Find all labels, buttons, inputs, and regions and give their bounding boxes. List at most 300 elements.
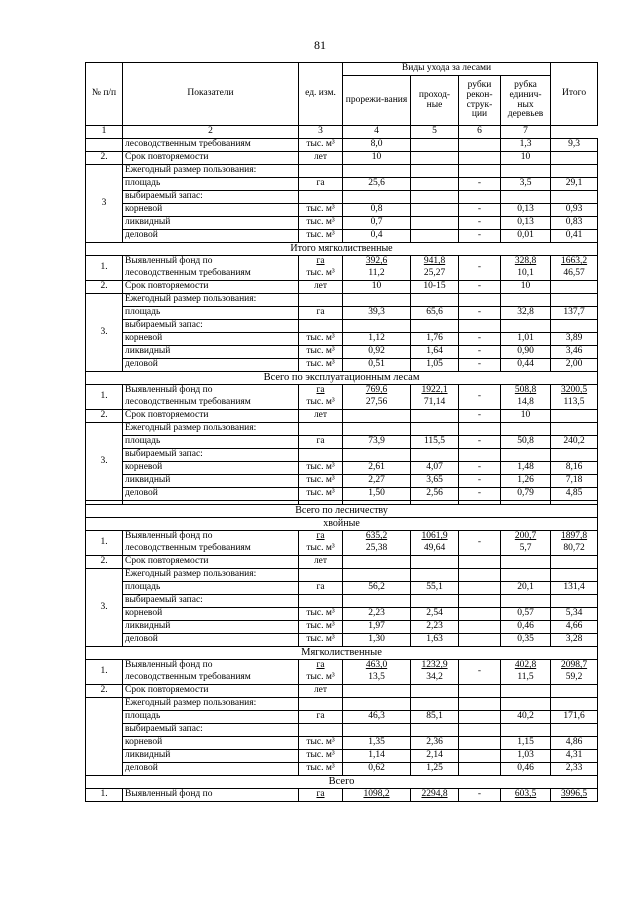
row-number: 2.: [86, 685, 123, 698]
table-row: [86, 556, 598, 569]
colnum: 3: [299, 126, 343, 139]
section-title: Итого мягколиственные: [86, 243, 598, 256]
value-cell: -: [459, 281, 501, 294]
table-row: [86, 204, 598, 217]
section-title: Всего по эксплуатационным лесам: [86, 372, 598, 385]
col-header-recon: рубки рекон-струк-ции: [459, 76, 501, 126]
row-label: ликвидный: [123, 475, 299, 488]
value-cell: 29,1: [551, 178, 598, 191]
table-row: [86, 660, 598, 673]
value-cell: 3,65: [411, 475, 459, 488]
value-cell: 1897,8: [551, 531, 598, 544]
value-cell: 0,79: [501, 488, 551, 501]
table-row: [86, 359, 598, 372]
row-number: 3.: [86, 569, 123, 647]
value-cell: 1098,2: [343, 789, 411, 802]
value-cell: 2,23: [411, 621, 459, 634]
row-label: деловой: [123, 359, 299, 372]
row-number: 2.: [86, 556, 123, 569]
value-cell: 2,14: [411, 750, 459, 763]
unit-cell: лет: [299, 685, 343, 698]
value-cell: [459, 737, 501, 750]
row-number: 3.: [86, 423, 123, 501]
table-row: [86, 488, 598, 501]
colnum: 4: [343, 126, 411, 139]
value-cell: 1,63: [411, 634, 459, 647]
value-cell: 0,93: [551, 204, 598, 217]
value-cell: -: [459, 256, 501, 281]
row-label: ликвидный: [123, 621, 299, 634]
value-cell: 25,27: [411, 268, 459, 281]
value-cell: 1922,1: [411, 385, 459, 398]
section-row: [86, 505, 598, 518]
row-label: площадь: [123, 307, 299, 320]
value-cell: -: [459, 333, 501, 346]
value-cell: 85,1: [411, 711, 459, 724]
row-label: Срок повторяемости: [123, 152, 299, 165]
row-number: 2.: [86, 281, 123, 294]
value-cell: -: [459, 307, 501, 320]
value-cell: 0,92: [343, 346, 411, 359]
row-label: деловой: [123, 763, 299, 776]
table-row: [86, 475, 598, 488]
value-cell: 1,05: [411, 359, 459, 372]
value-cell: 2,27: [343, 475, 411, 488]
value-cell: 5,34: [551, 608, 598, 621]
value-cell: -: [459, 462, 501, 475]
value-cell: 113,5: [551, 397, 598, 410]
value-cell: 46,3: [343, 711, 411, 724]
value-cell: 2,56: [411, 488, 459, 501]
value-cell: 769,6: [343, 385, 411, 398]
table-row: [86, 294, 598, 307]
page-number: 81: [314, 38, 326, 52]
value-cell: 603,5: [501, 789, 551, 802]
row-label: Ежегодный размер пользования:: [123, 569, 299, 582]
value-cell: [459, 763, 501, 776]
table-row: [86, 333, 598, 346]
colnum: 1: [86, 126, 123, 139]
value-cell: 32,8: [501, 307, 551, 320]
value-cell: [551, 152, 598, 165]
value-cell: -: [459, 531, 501, 556]
value-cell: 10: [343, 152, 411, 165]
unit-cell: га: [299, 385, 343, 398]
row-label: Ежегодный размер пользования:: [123, 698, 299, 711]
table-row: [86, 449, 598, 462]
value-cell: 941,8: [411, 256, 459, 269]
row-label: выбираемый запас:: [123, 449, 299, 462]
value-cell: 2,00: [551, 359, 598, 372]
value-cell: [411, 410, 459, 423]
value-cell: 8,16: [551, 462, 598, 475]
value-cell: 392,6: [343, 256, 411, 269]
table-row: [86, 230, 598, 243]
table-row: [86, 385, 598, 398]
value-cell: 10: [501, 281, 551, 294]
row-label: лесоводственным требованиям: [123, 139, 299, 152]
value-cell: 73,9: [343, 436, 411, 449]
value-cell: 10: [501, 410, 551, 423]
value-cell: 0,13: [501, 204, 551, 217]
value-cell: 3200,5: [551, 385, 598, 398]
value-cell: 80,72: [551, 543, 598, 556]
col-header-thin: прорежи-вания: [343, 76, 411, 126]
value-cell: [411, 204, 459, 217]
value-cell: 1,03: [501, 750, 551, 763]
colnum: 6: [459, 126, 501, 139]
row-label: корневой: [123, 462, 299, 475]
value-cell: [411, 230, 459, 243]
value-cell: 635,2: [343, 531, 411, 544]
value-cell: 20,1: [501, 582, 551, 595]
col-header-pass: проход-ные: [411, 76, 459, 126]
table-row: [86, 789, 598, 802]
table-row: [86, 737, 598, 750]
value-cell: 4,86: [551, 737, 598, 750]
table-row: [86, 423, 598, 436]
value-cell: 402,8: [501, 660, 551, 673]
section-title: Мягколиственные: [86, 647, 598, 660]
value-cell: -: [459, 436, 501, 449]
row-label: выбираемый запас:: [123, 595, 299, 608]
row-label: ликвидный: [123, 346, 299, 359]
row-number: 3.: [86, 294, 123, 372]
section-row: [86, 776, 598, 789]
row-label: Выявленный фонд по: [123, 385, 299, 398]
table-row: [86, 634, 598, 647]
value-cell: 1,76: [411, 333, 459, 346]
value-cell: 10: [501, 152, 551, 165]
value-cell: -: [459, 359, 501, 372]
value-cell: 1,26: [501, 475, 551, 488]
unit-cell: тыс. м³: [299, 672, 343, 685]
row-label: Ежегодный размер пользования:: [123, 294, 299, 307]
value-cell: 137,7: [551, 307, 598, 320]
row-number: 3: [86, 165, 123, 243]
table-row: [86, 569, 598, 582]
row-number: 1.: [86, 256, 123, 281]
unit-cell: тыс. м³: [299, 763, 343, 776]
section-title: Всего: [86, 776, 598, 789]
row-number: 1.: [86, 789, 123, 802]
value-cell: 1,64: [411, 346, 459, 359]
row-label: Срок повторяемости: [123, 556, 299, 569]
value-cell: 34,2: [411, 672, 459, 685]
unit-cell: тыс. м³: [299, 634, 343, 647]
row-label: площадь: [123, 178, 299, 191]
row-label: лесоводственным требованиям: [123, 543, 299, 556]
col-header-unit: ед. изм.: [299, 63, 343, 126]
col-header-group: Виды ухода за лесами: [343, 63, 551, 76]
value-cell: 10: [343, 281, 411, 294]
section-row: [86, 518, 598, 531]
value-cell: 0,51: [343, 359, 411, 372]
unit-cell: тыс. м³: [299, 488, 343, 501]
value-cell: 3,46: [551, 346, 598, 359]
table-row: [86, 763, 598, 776]
unit-cell: га: [299, 711, 343, 724]
value-cell: [411, 178, 459, 191]
value-cell: [459, 139, 501, 152]
col-header-total: Итого: [551, 63, 598, 126]
value-cell: 7,18: [551, 475, 598, 488]
section-row: [86, 372, 598, 385]
value-cell: 0,41: [551, 230, 598, 243]
unit-cell: га: [299, 178, 343, 191]
value-cell: 4,31: [551, 750, 598, 763]
table-row: [86, 595, 598, 608]
unit-cell: га: [299, 789, 343, 802]
value-cell: [459, 621, 501, 634]
value-cell: 50,8: [501, 436, 551, 449]
row-label: площадь: [123, 436, 299, 449]
header-colnums: [86, 126, 598, 139]
value-cell: [459, 582, 501, 595]
value-cell: 1,14: [343, 750, 411, 763]
value-cell: 131,4: [551, 582, 598, 595]
value-cell: 0,8: [343, 204, 411, 217]
table-row: [86, 698, 598, 711]
value-cell: 5,7: [501, 543, 551, 556]
value-cell: 10-15: [411, 281, 459, 294]
row-label: Выявленный фонд по: [123, 660, 299, 673]
col-header-single: рубка единич-ных деревьев: [501, 76, 551, 126]
row-label: выбираемый запас:: [123, 191, 299, 204]
section-row: [86, 243, 598, 256]
table-row: [86, 543, 598, 556]
value-cell: -: [459, 230, 501, 243]
value-cell: 0,7: [343, 217, 411, 230]
value-cell: [411, 139, 459, 152]
table-row: [86, 320, 598, 333]
row-label: выбираемый запас:: [123, 724, 299, 737]
row-label: корневой: [123, 737, 299, 750]
colnum: 2: [123, 126, 299, 139]
value-cell: 463,0: [343, 660, 411, 673]
unit-cell: тыс. м³: [299, 333, 343, 346]
value-cell: 40,2: [501, 711, 551, 724]
value-cell: 0,83: [551, 217, 598, 230]
section-subtitle: хвойные: [86, 518, 598, 531]
value-cell: -: [459, 204, 501, 217]
table-row: [86, 152, 598, 165]
value-cell: 115,5: [411, 436, 459, 449]
value-cell: 1,3: [501, 139, 551, 152]
value-cell: 0,46: [501, 621, 551, 634]
value-cell: -: [459, 217, 501, 230]
col-header-indicators: Показатели: [123, 63, 299, 126]
table-row: [86, 256, 598, 269]
row-label: лесоводственным требованиям: [123, 397, 299, 410]
forest-care-table: [85, 62, 598, 802]
value-cell: [343, 410, 411, 423]
unit-cell: га: [299, 660, 343, 673]
value-cell: 4,66: [551, 621, 598, 634]
value-cell: -: [459, 385, 501, 410]
value-cell: 25,6: [343, 178, 411, 191]
row-label: Выявленный фонд по: [123, 256, 299, 269]
value-cell: 171,6: [551, 711, 598, 724]
row-label: лесоводственным требованиям: [123, 672, 299, 685]
value-cell: -: [459, 346, 501, 359]
row-label: Срок повторяемости: [123, 281, 299, 294]
row-label: деловой: [123, 230, 299, 243]
value-cell: 3,89: [551, 333, 598, 346]
row-label: ликвидный: [123, 750, 299, 763]
value-cell: -: [459, 410, 501, 423]
table-row: [86, 410, 598, 423]
row-label: ликвидный: [123, 217, 299, 230]
value-cell: 0,90: [501, 346, 551, 359]
unit-cell: тыс. м³: [299, 543, 343, 556]
table-row: [86, 724, 598, 737]
value-cell: -: [459, 178, 501, 191]
row-number: 1.: [86, 660, 123, 685]
value-cell: 2294,8: [411, 789, 459, 802]
value-cell: 1,25: [411, 763, 459, 776]
col-header-no: № п/п: [86, 63, 123, 126]
header-row-1: [86, 63, 598, 76]
value-cell: 1061,9: [411, 531, 459, 544]
unit-cell: тыс. м³: [299, 750, 343, 763]
table-row: [86, 307, 598, 320]
row-label: Ежегодный размер пользования:: [123, 423, 299, 436]
value-cell: 3,5: [501, 178, 551, 191]
table-row: [86, 531, 598, 544]
value-cell: 1,35: [343, 737, 411, 750]
value-cell: 4,85: [551, 488, 598, 501]
value-cell: 0,62: [343, 763, 411, 776]
value-cell: -: [459, 488, 501, 501]
value-cell: 9,3: [551, 139, 598, 152]
unit-cell: га: [299, 531, 343, 544]
value-cell: 0,44: [501, 359, 551, 372]
value-cell: 1,30: [343, 634, 411, 647]
value-cell: 14,8: [501, 397, 551, 410]
value-cell: 508,8: [501, 385, 551, 398]
value-cell: 1663,2: [551, 256, 598, 269]
value-cell: 0,57: [501, 608, 551, 621]
table-row: [86, 217, 598, 230]
row-label: выбираемый запас:: [123, 320, 299, 333]
value-cell: 1232,9: [411, 660, 459, 673]
row-number: 2.: [86, 152, 123, 165]
value-cell: 56,2: [343, 582, 411, 595]
value-cell: 10,1: [501, 268, 551, 281]
unit-cell: га: [299, 436, 343, 449]
value-cell: 0,35: [501, 634, 551, 647]
value-cell: [459, 711, 501, 724]
value-cell: 3,28: [551, 634, 598, 647]
value-cell: 13,5: [343, 672, 411, 685]
value-cell: 3996,5: [551, 789, 598, 802]
table-row: [86, 165, 598, 178]
value-cell: 0,13: [501, 217, 551, 230]
table-row: [86, 397, 598, 410]
value-cell: 328,8: [501, 256, 551, 269]
row-number: 2.: [86, 410, 123, 423]
value-cell: 4,07: [411, 462, 459, 475]
unit-cell: тыс. м³: [299, 737, 343, 750]
value-cell: 27,56: [343, 397, 411, 410]
value-cell: [551, 410, 598, 423]
value-cell: 0,46: [501, 763, 551, 776]
colnum: 5: [411, 126, 459, 139]
value-cell: 1,15: [501, 737, 551, 750]
value-cell: 65,6: [411, 307, 459, 320]
unit-cell: лет: [299, 556, 343, 569]
table-row: [86, 672, 598, 685]
value-cell: 39,3: [343, 307, 411, 320]
unit-cell: лет: [299, 152, 343, 165]
table-row: [86, 436, 598, 449]
unit-cell: тыс. м³: [299, 268, 343, 281]
value-cell: 11,5: [501, 672, 551, 685]
table-row: [86, 582, 598, 595]
unit-cell: тыс. м³: [299, 621, 343, 634]
row-label: площадь: [123, 711, 299, 724]
value-cell: -: [459, 789, 501, 802]
value-cell: [459, 608, 501, 621]
value-cell: 2,36: [411, 737, 459, 750]
row-label: Срок повторяемости: [123, 410, 299, 423]
row-label: Ежегодный размер пользования:: [123, 165, 299, 178]
unit-cell: лет: [299, 281, 343, 294]
row-label: деловой: [123, 488, 299, 501]
value-cell: 11,2: [343, 268, 411, 281]
row-number: 1.: [86, 385, 123, 410]
colnum: 7: [501, 126, 551, 139]
value-cell: 0,4: [343, 230, 411, 243]
unit-cell: тыс. м³: [299, 608, 343, 621]
unit-cell: тыс. м³: [299, 346, 343, 359]
value-cell: 200,7: [501, 531, 551, 544]
table-row: [86, 346, 598, 359]
value-cell: -: [459, 660, 501, 685]
value-cell: 59,2: [551, 672, 598, 685]
value-cell: 1,97: [343, 621, 411, 634]
row-label: корневой: [123, 204, 299, 217]
unit-cell: тыс. м³: [299, 359, 343, 372]
unit-cell: тыс. м³: [299, 217, 343, 230]
value-cell: 49,64: [411, 543, 459, 556]
table-row: [86, 750, 598, 763]
value-cell: [411, 152, 459, 165]
unit-cell: га: [299, 582, 343, 595]
table-row: [86, 139, 598, 152]
table-row: [86, 685, 598, 698]
value-cell: [411, 217, 459, 230]
value-cell: 46,57: [551, 268, 598, 281]
unit-cell: тыс. м³: [299, 139, 343, 152]
table-row: [86, 191, 598, 204]
value-cell: 8,0: [343, 139, 411, 152]
value-cell: 2,61: [343, 462, 411, 475]
unit-cell: га: [299, 307, 343, 320]
row-number: 1.: [86, 531, 123, 556]
row-label: корневой: [123, 608, 299, 621]
value-cell: 240,2: [551, 436, 598, 449]
value-cell: 2098,7: [551, 660, 598, 673]
value-cell: 2,33: [551, 763, 598, 776]
unit-cell: тыс. м³: [299, 475, 343, 488]
unit-cell: тыс. м³: [299, 397, 343, 410]
value-cell: [459, 750, 501, 763]
table-row: [86, 281, 598, 294]
value-cell: 1,48: [501, 462, 551, 475]
value-cell: [459, 152, 501, 165]
